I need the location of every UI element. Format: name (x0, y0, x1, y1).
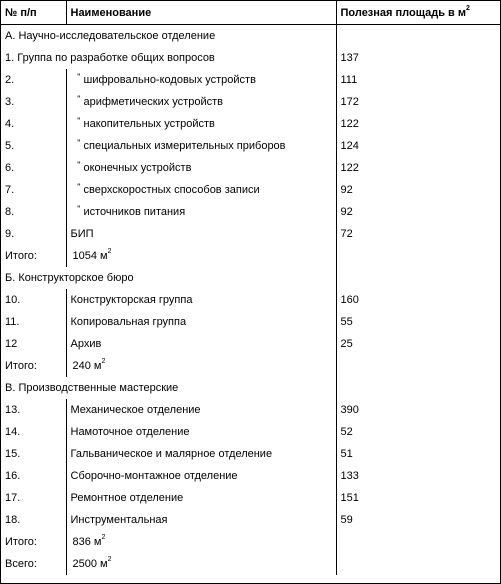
row-name-text: Инструментальная (70, 513, 168, 526)
row-name (66, 509, 336, 531)
header-num: № п/п (1, 1, 66, 25)
total-value-cell (66, 553, 336, 575)
table-row (1, 289, 500, 311)
total-row (1, 531, 500, 553)
row-area: 151 (340, 491, 359, 504)
row-area: 92 (340, 183, 353, 196)
grand-total-area (336, 553, 500, 575)
row-num-name: 1. Группа по разработке общих вопросов (1, 47, 336, 69)
total-value-cell (66, 245, 336, 267)
table-row (1, 399, 500, 421)
table-row (1, 487, 500, 509)
table-body (1, 25, 500, 575)
table-row (1, 509, 500, 531)
ditto-mark: " (77, 115, 81, 126)
grand-total-row (1, 553, 500, 575)
row-name-text: Намоточное отделение (70, 425, 190, 438)
section-title-row (1, 25, 500, 47)
row-area: 59 (340, 513, 353, 526)
row-num: 13. (1, 399, 66, 421)
row-area: 111 (340, 73, 358, 86)
row-num: 6. (1, 157, 66, 179)
ditto-mark: " (77, 137, 81, 148)
row-area: 124 (340, 139, 359, 152)
row-area: 55 (340, 315, 353, 328)
row-name (66, 69, 336, 91)
total-value-cell (66, 531, 336, 553)
table-row (1, 223, 500, 245)
total-label: Итого: (1, 245, 66, 267)
total-area (336, 531, 500, 553)
section-title: А. Научно-исследовательское отделение (1, 25, 336, 47)
table-row (1, 47, 500, 69)
total-value: 2500 м (72, 557, 108, 570)
total-row (1, 245, 500, 267)
row-num: 12 (1, 333, 66, 355)
total-value: 240 м (72, 359, 102, 372)
row-name-text: Конструкторская группа (70, 293, 193, 306)
row-name (66, 157, 336, 179)
row-area: 122 (340, 161, 359, 174)
row-name-text: Копировальная группа (70, 315, 187, 328)
section-title: Б. Конструкторское бюро (1, 267, 336, 289)
row-name-text: оконечных устройств (83, 161, 192, 174)
row-name (66, 487, 336, 509)
row-area: 137 (340, 51, 359, 64)
ditto-mark: " (77, 203, 81, 214)
row-area: 25 (340, 337, 353, 350)
row-num: 7. (1, 179, 66, 201)
row-num: 14. (1, 421, 66, 443)
total-value-cell (66, 355, 336, 377)
row-name (66, 399, 336, 421)
ditto-mark: " (77, 71, 81, 82)
row-area: 51 (340, 447, 353, 460)
total-label: Итого: (1, 531, 66, 553)
row-name (66, 135, 336, 157)
header-area-label: Полезная площадь в м (340, 6, 467, 19)
row-area: 122 (340, 117, 359, 130)
row-name (66, 91, 336, 113)
row-name (66, 113, 336, 135)
row-name (66, 201, 336, 223)
row-name-text: Архив (70, 337, 102, 350)
area-unit-sup: 2 (107, 247, 112, 255)
total-value: 1054 м (72, 249, 108, 262)
ditto-mark: " (77, 159, 81, 170)
row-num: 2. (1, 69, 66, 91)
row-area: 133 (340, 469, 359, 482)
row-num: 15. (1, 443, 66, 465)
header-name: Наименование (66, 1, 336, 25)
table-row (1, 179, 500, 201)
table-row (1, 69, 500, 91)
section-title-area (336, 267, 500, 289)
area-unit-sup: 2 (107, 555, 112, 563)
grand-total-label: Всего: (1, 553, 66, 575)
row-num: 17. (1, 487, 66, 509)
table-row (1, 91, 500, 113)
row-name (66, 421, 336, 443)
table-row (1, 113, 500, 135)
section-title-area (336, 25, 500, 47)
area-table (1, 1, 500, 575)
row-name-text: сверхскоростных способов записи (83, 183, 260, 196)
row-num: 16. (1, 465, 66, 487)
row-name (66, 465, 336, 487)
row-name (66, 179, 336, 201)
row-name-text: БИП (70, 227, 94, 240)
header-area-sup: 2 (466, 4, 470, 12)
section-title-area (336, 377, 500, 399)
row-name-text: Гальваническое и малярное отделение (70, 447, 273, 460)
ditto-mark: " (77, 181, 81, 192)
row-num: 10. (1, 289, 66, 311)
row-num: 8. (1, 201, 66, 223)
table-row (1, 421, 500, 443)
row-name-text: шифровально-кодовых устройств (83, 73, 256, 86)
table-row (1, 201, 500, 223)
section-title-row (1, 377, 500, 399)
row-num: 3. (1, 91, 66, 113)
ditto-mark: " (77, 93, 81, 104)
row-name (66, 289, 336, 311)
table-row (1, 443, 500, 465)
header-area (336, 1, 500, 25)
table-row (1, 135, 500, 157)
total-value: 836 м (72, 535, 102, 548)
row-area: 160 (340, 293, 359, 306)
row-name (66, 311, 336, 333)
row-name-text: специальных измерительных приборов (83, 139, 286, 152)
row-num: 9. (1, 223, 66, 245)
row-name-text: источников питания (83, 205, 186, 218)
table-row (1, 465, 500, 487)
total-label: Итого: (1, 355, 66, 377)
section-title-row (1, 267, 500, 289)
row-name-text: Ремонтное отделение (70, 491, 184, 504)
row-num: 18. (1, 509, 66, 531)
table-header-row (1, 1, 500, 25)
area-unit-sup: 2 (101, 533, 106, 541)
row-area: 92 (340, 205, 353, 218)
row-area: 52 (340, 425, 353, 438)
row-name-text: Механическое отделение (70, 403, 201, 416)
total-area (336, 355, 500, 377)
row-name-text: арифметических устройств (83, 95, 223, 108)
row-num: 4. (1, 113, 66, 135)
area-unit-sup: 2 (101, 357, 106, 365)
table-row (1, 157, 500, 179)
row-name (66, 223, 336, 245)
row-name (66, 443, 336, 465)
row-area: 72 (340, 227, 353, 240)
table-row (1, 311, 500, 333)
row-area: 172 (340, 95, 359, 108)
row-name (66, 333, 336, 355)
row-name-text: Сборочно-монтажное отделение (70, 469, 238, 482)
total-row (1, 355, 500, 377)
row-num: 11. (1, 311, 66, 333)
row-area: 390 (340, 403, 359, 416)
row-name-text: накопительных устройств (83, 117, 215, 130)
total-area (336, 245, 500, 267)
row-num: 5. (1, 135, 66, 157)
table-row (1, 333, 500, 355)
section-title: В. Производственные мастерские (1, 377, 336, 399)
